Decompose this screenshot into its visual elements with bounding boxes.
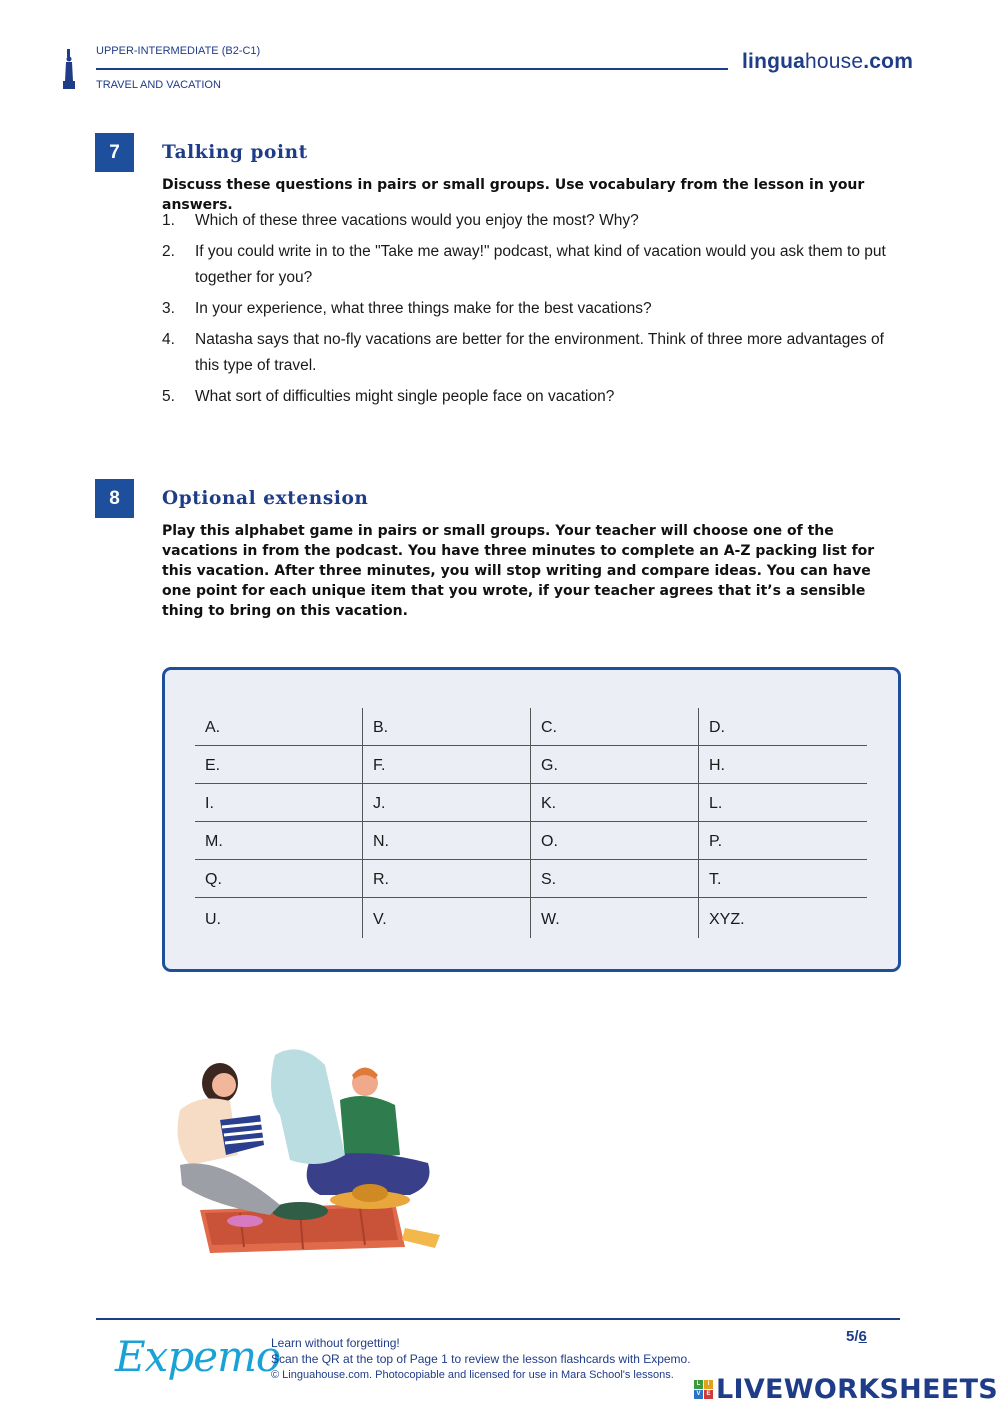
footer-qr-instruction: Scan the QR at the top of Page 1 to review the lesson flashcards with Expemo. xyxy=(271,1352,691,1366)
letter-cell[interactable]: S. xyxy=(531,860,699,898)
letter-cell[interactable]: W. xyxy=(531,898,699,938)
linguahouse-logo[interactable] xyxy=(742,50,913,74)
question-text: Natasha says that no-fly vacations are better for the environment. Think of three more advantages of this type of travel. xyxy=(195,331,884,374)
grid-row xyxy=(195,708,867,746)
footer-copyright: © Linguahouse.com. Photocopiable and licensed for use in Mara School's lessons. xyxy=(271,1369,674,1381)
letter-cell[interactable]: I. xyxy=(195,784,363,822)
section-8-instruction: Play this alphabet game in pairs or small groups. Your teacher will choose one of the vacations in from the podcast. You have three minutes to complete an A-Z packing list for this vacation. After three minutes, you will stop writing and compare ideas. You can have one point for each unique item that you wrote, if your teacher agrees that it’s a sensible thing to bring on this vacation. xyxy=(162,523,875,619)
letter-cell[interactable]: F. xyxy=(363,746,531,784)
brand-part-tld: .com xyxy=(863,50,914,73)
expemo-logo[interactable]: Expemo xyxy=(115,1332,281,1381)
letter-cell[interactable]: V. xyxy=(363,898,531,938)
liveworksheets-watermark xyxy=(694,1374,998,1405)
lw-block: I xyxy=(704,1380,713,1389)
letter-cell[interactable]: Q. xyxy=(195,860,363,898)
question-list xyxy=(162,208,904,415)
footer-text xyxy=(271,1335,691,1383)
statue-of-liberty-icon xyxy=(62,47,76,89)
level-label: UPPER-INTERMEDIATE (B2-C1) xyxy=(96,45,261,57)
section-8-title: Optional extension xyxy=(162,488,369,509)
question-number: 1. xyxy=(162,212,175,229)
letter-cell[interactable]: E. xyxy=(195,746,363,784)
letter-cell[interactable]: K. xyxy=(531,784,699,822)
letter-cell[interactable]: G. xyxy=(531,746,699,784)
letter-cell[interactable]: P. xyxy=(699,822,867,860)
liveworksheets-icon xyxy=(694,1380,713,1399)
section-7-title: Talking point xyxy=(162,142,308,163)
letter-cell[interactable]: U. xyxy=(195,898,363,938)
grid-row xyxy=(195,860,867,898)
footer-divider xyxy=(96,1318,900,1320)
letter-cell[interactable]: M. xyxy=(195,822,363,860)
question-number: 4. xyxy=(162,331,175,348)
letter-cell[interactable]: XYZ. xyxy=(709,910,745,928)
lw-block: E xyxy=(704,1390,713,1399)
section-8-number: 8 xyxy=(95,479,134,518)
letter-cell[interactable]: B. xyxy=(363,708,531,746)
packing-suitcase-illustration xyxy=(160,1035,450,1257)
letter-cell[interactable]: C. xyxy=(531,708,699,746)
letter-cell[interactable]: O. xyxy=(531,822,699,860)
grid-row xyxy=(195,898,867,936)
lw-block: V xyxy=(694,1390,703,1399)
question-text: Which of these three vacations would you enjoy the most? Why? xyxy=(195,212,639,229)
letter-cell[interactable]: R. xyxy=(363,860,531,898)
footer-tagline: Learn without forgetting! xyxy=(271,1336,400,1350)
question-item xyxy=(162,208,904,234)
page-separator: / xyxy=(854,1328,859,1345)
question-item xyxy=(162,384,904,410)
question-number: 2. xyxy=(162,243,175,260)
letter-cell[interactable]: H. xyxy=(699,746,867,784)
letter-cell[interactable]: A. xyxy=(195,708,363,746)
page-number xyxy=(846,1328,867,1345)
question-item xyxy=(162,239,904,291)
header-divider xyxy=(96,68,728,70)
topic-label: TRAVEL AND VACATION xyxy=(96,79,221,91)
alphabet-grid xyxy=(195,708,867,936)
grid-row xyxy=(195,822,867,860)
brand-part-bold: lingua xyxy=(742,50,806,73)
grid-row xyxy=(195,746,867,784)
question-number: 3. xyxy=(162,300,175,317)
page-current: 5 xyxy=(846,1328,855,1345)
letter-cell[interactable]: L. xyxy=(699,784,867,822)
grid-row xyxy=(195,784,867,822)
section-7-number: 7 xyxy=(95,133,134,172)
question-item xyxy=(162,296,904,322)
letter-cell[interactable]: D. xyxy=(699,708,867,746)
letter-cell[interactable]: J. xyxy=(363,784,531,822)
liveworksheets-text: LIVEWORKSHEETS xyxy=(716,1374,999,1405)
letter-cell[interactable]: T. xyxy=(699,860,867,898)
page-total-link[interactable]: 6 xyxy=(858,1328,867,1345)
question-number: 5. xyxy=(162,388,175,405)
question-item xyxy=(162,327,904,379)
brand-part-light: house xyxy=(805,50,864,73)
lw-block: L xyxy=(694,1380,703,1389)
letter-cell[interactable]: N. xyxy=(363,822,531,860)
question-text: If you could write in to the "Take me away!" podcast, what kind of vacation would you ask them to put together for you? xyxy=(195,243,886,286)
section-7-instruction: Discuss these questions in pairs or small groups. Use vocabulary from the lesson in your answers. xyxy=(162,177,865,213)
question-text: What sort of difficulties might single people face on vacation? xyxy=(195,388,615,405)
question-text: In your experience, what three things make for the best vacations? xyxy=(195,300,652,317)
